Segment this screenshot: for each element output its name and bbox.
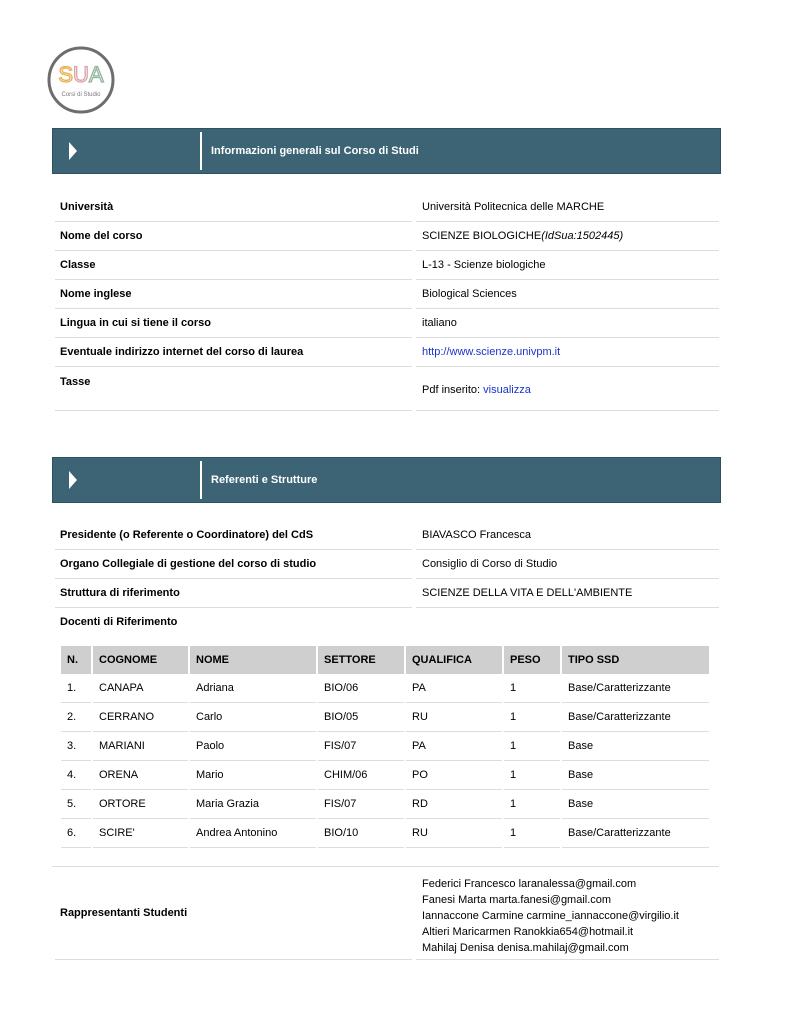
- info-label: Eventuale indirizzo internet del corso di laurea: [55, 338, 412, 367]
- info-row-classe: [52, 251, 719, 280]
- info-row-nome-inglese: [52, 280, 719, 309]
- cell-qualifica: RU: [406, 819, 502, 848]
- cell-peso: 1: [504, 732, 560, 761]
- pdf-view-link[interactable]: visualizza: [483, 384, 531, 396]
- referenti-row-presidente: [52, 521, 719, 550]
- cell-cognome: ORTORE: [93, 790, 188, 819]
- info-value: SCIENZE DELLA VITA E DELL'AMBIENTE: [416, 579, 719, 608]
- course-id: (IdSua:1502445): [541, 230, 624, 242]
- sua-logo: [47, 46, 115, 114]
- cell-tipo-ssd: Base/Caratterizzante: [562, 674, 709, 703]
- cell-qualifica: RU: [406, 703, 502, 732]
- info-label: Classe: [55, 251, 412, 280]
- cell-nome: Carlo: [190, 703, 316, 732]
- column-header: PESO: [504, 646, 560, 674]
- table-row: [61, 674, 709, 703]
- cell-qualifica: PO: [406, 761, 502, 790]
- cell-peso: 1: [504, 761, 560, 790]
- cell-row-number: 6.: [61, 819, 91, 848]
- cell-tipo-ssd: Base: [562, 761, 709, 790]
- table-header-row: [61, 646, 709, 674]
- cell-settore: BIO/10: [318, 819, 404, 848]
- cell-peso: 1: [504, 819, 560, 848]
- info-value: Università Politecnica delle MARCHE: [416, 193, 719, 222]
- cell-nome: Adriana: [190, 674, 316, 703]
- section-header-general: [52, 128, 721, 174]
- info-label: Tasse: [55, 367, 412, 411]
- referenti-row-struttura: [52, 579, 719, 608]
- info-label: Struttura di riferimento: [55, 579, 412, 608]
- table-row: [61, 703, 709, 732]
- info-label: Università: [55, 193, 412, 222]
- cell-cognome: CANAPA: [93, 674, 188, 703]
- info-value: [416, 367, 719, 411]
- info-row-universita: [52, 193, 719, 222]
- cell-nome: Andrea Antonino: [190, 819, 316, 848]
- cell-tipo-ssd: Base/Caratterizzante: [562, 703, 709, 732]
- logo-letter-a: A: [88, 62, 104, 87]
- play-arrow-icon: [69, 471, 77, 489]
- cell-row-number: 3.: [61, 732, 91, 761]
- cell-qualifica: PA: [406, 674, 502, 703]
- cell-tipo-ssd: Base: [562, 732, 709, 761]
- studenti-list: [416, 867, 719, 960]
- info-label: Presidente (o Referente o Coordinatore) del CdS: [55, 521, 412, 550]
- info-label: Nome del corso: [55, 222, 412, 251]
- student-entry: Fanesi Marta marta.fanesi@gmail.com: [422, 894, 612, 906]
- cell-cognome: MARIANI: [93, 732, 188, 761]
- column-header: TIPO SSD: [562, 646, 709, 674]
- column-header: SETTORE: [318, 646, 404, 674]
- column-header: NOME: [190, 646, 316, 674]
- cell-row-number: 5.: [61, 790, 91, 819]
- info-row-nome-corso: [52, 222, 719, 251]
- cell-cognome: SCIRE': [93, 819, 188, 848]
- section-title: Informazioni generali sul Corso di Studi: [211, 145, 419, 157]
- cell-peso: 1: [504, 790, 560, 819]
- cell-nome: Paolo: [190, 732, 316, 761]
- cell-tipo-ssd: Base: [562, 790, 709, 819]
- cell-row-number: 4.: [61, 761, 91, 790]
- info-label: Rappresentanti Studenti: [55, 867, 412, 960]
- course-website-link[interactable]: http://www.scienze.univpm.it: [422, 346, 561, 358]
- table-row: [61, 732, 709, 761]
- docenti-table: [59, 646, 711, 848]
- info-row-lingua: [52, 309, 719, 338]
- column-header: N.: [61, 646, 91, 674]
- info-label: Lingua in cui si tiene il corso: [55, 309, 412, 338]
- student-entry: Mahilaj Denisa denisa.mahilaj@gmail.com: [422, 942, 629, 954]
- info-value: Biological Sciences: [416, 280, 719, 309]
- play-arrow-icon: [69, 142, 77, 160]
- info-value: L-13 - Scienze biologiche: [416, 251, 719, 280]
- logo-letter-u: U: [73, 62, 89, 87]
- cell-settore: FIS/07: [318, 790, 404, 819]
- info-value: Consiglio di Corso di Studio: [416, 550, 719, 579]
- header-divider: [200, 132, 202, 170]
- student-entry: Federici Francesco laranalessa@gmail.com: [422, 878, 637, 890]
- cell-tipo-ssd: Base/Caratterizzante: [562, 819, 709, 848]
- cell-settore: BIO/06: [318, 674, 404, 703]
- section-header-referenti: [52, 457, 721, 503]
- info-value: BIAVASCO Francesca: [416, 521, 719, 550]
- table-row: [61, 790, 709, 819]
- cell-peso: 1: [504, 674, 560, 703]
- course-name: SCIENZE BIOLOGICHE: [422, 230, 542, 242]
- cell-nome: Maria Grazia: [190, 790, 316, 819]
- cell-settore: CHIM/06: [318, 761, 404, 790]
- header-divider: [200, 461, 202, 499]
- cell-settore: BIO/05: [318, 703, 404, 732]
- cell-row-number: 1.: [61, 674, 91, 703]
- info-value: [416, 338, 719, 367]
- cell-cognome: ORENA: [93, 761, 188, 790]
- info-row-tasse: [52, 367, 719, 411]
- info-row-indirizzo: [52, 338, 719, 367]
- cell-settore: FIS/07: [318, 732, 404, 761]
- logo-subtext: Corsi di Studio: [61, 92, 101, 98]
- pdf-prefix: Pdf inserito:: [422, 384, 484, 396]
- info-label: Nome inglese: [55, 280, 412, 309]
- column-header: QUALIFICA: [406, 646, 502, 674]
- studenti-row: [52, 866, 719, 960]
- column-header: COGNOME: [93, 646, 188, 674]
- cell-row-number: 2.: [61, 703, 91, 732]
- info-value: italiano: [416, 309, 719, 338]
- info-label: Organo Collegiale di gestione del corso di studio: [55, 550, 412, 579]
- cell-qualifica: RD: [406, 790, 502, 819]
- table-row: [61, 819, 709, 848]
- docenti-heading: Docenti di Riferimento: [60, 616, 178, 628]
- section-title: Referenti e Strutture: [211, 474, 318, 486]
- student-entry: Iannaccone Carmine carmine_iannaccone@virgilio.it: [422, 910, 679, 922]
- cell-qualifica: PA: [406, 732, 502, 761]
- cell-cognome: CERRANO: [93, 703, 188, 732]
- student-entry: Altieri Maricarmen Ranokkia654@hotmail.it: [422, 926, 634, 938]
- table-row: [61, 761, 709, 790]
- referenti-row-organo: [52, 550, 719, 579]
- cell-peso: 1: [504, 703, 560, 732]
- info-value: [416, 222, 719, 251]
- cell-nome: Mario: [190, 761, 316, 790]
- logo-letter-s: S: [58, 62, 74, 87]
- svg-text:SUA: [58, 62, 104, 87]
